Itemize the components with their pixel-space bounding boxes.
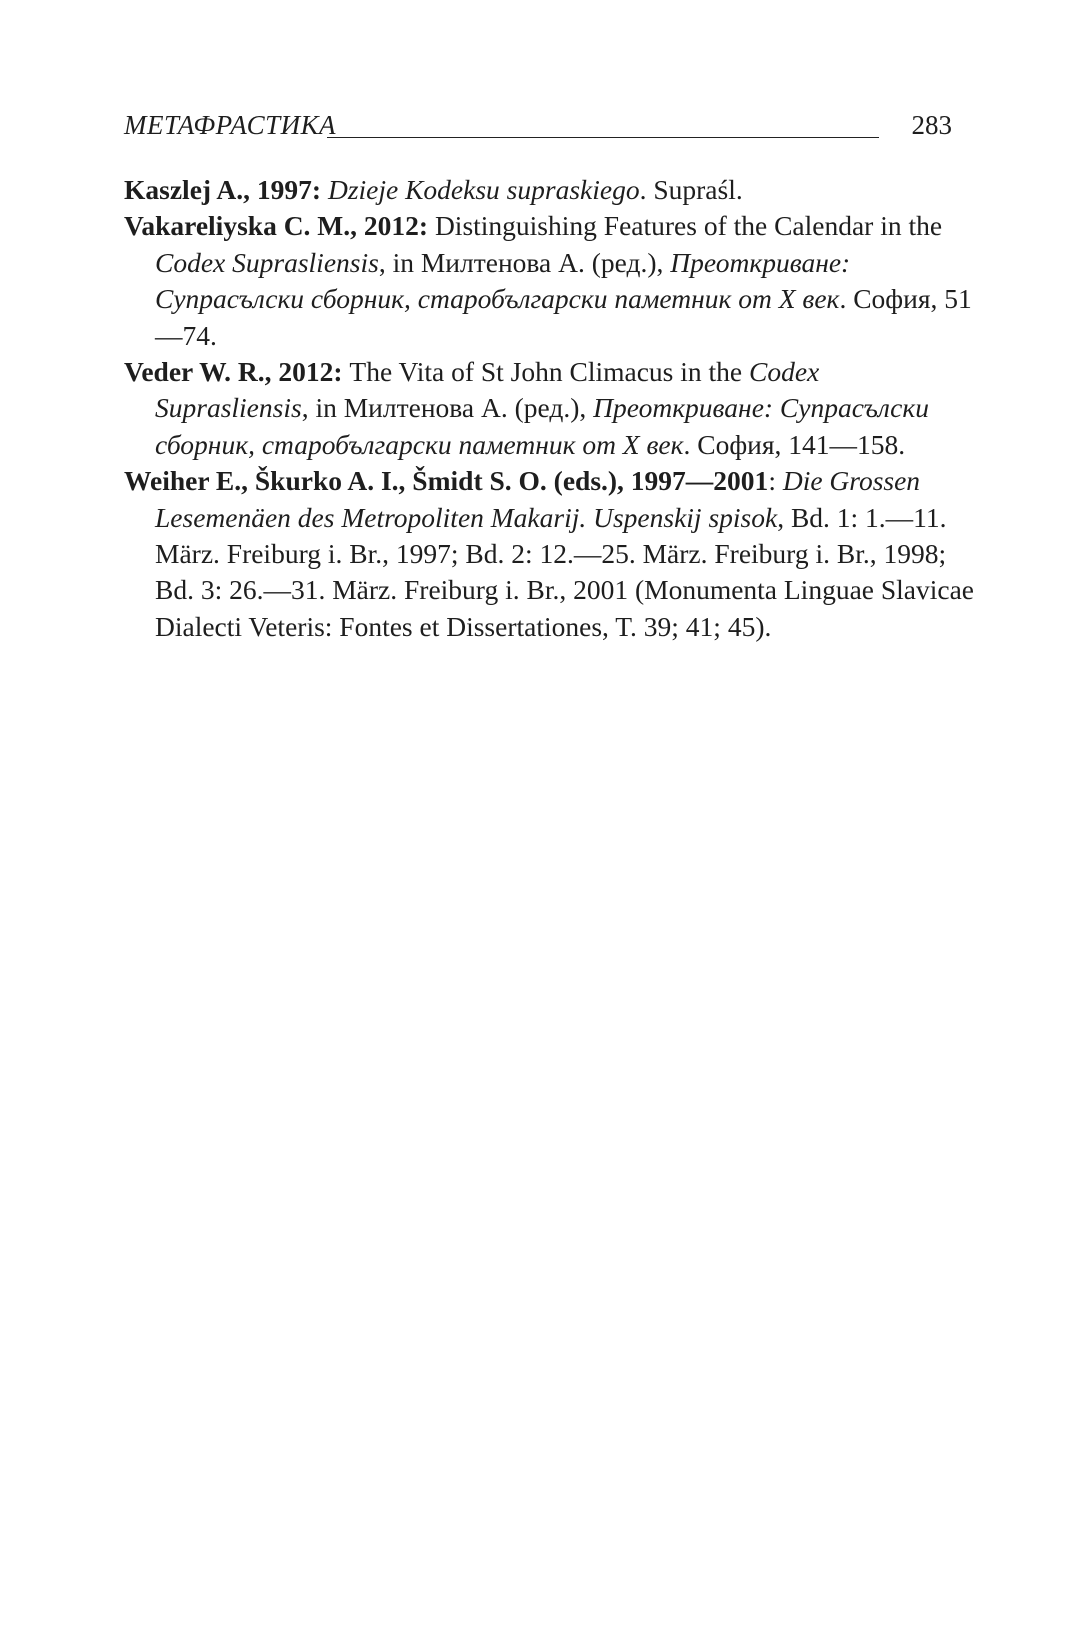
- bib-rest: , Bd. 1: 1.—11. März. Freiburg i. Br., 1997; Bd. 2: 12.—25. März. Freiburg i. Br., 1998; Bd. 3: 26.—31. März. Freiburg i. Br., 2001 (Monumenta Linguae Slavicae Dialecti Veteris: Fontes et Dissertationes, T. 39; 41; 45).: [155, 501, 975, 642]
- bib-author: Weiher E., Škurko A. I., Šmidt S. O. (eds.), 1997—2001: [124, 465, 769, 497]
- bib-rest: . Supraśl.: [639, 174, 743, 205]
- running-title: МЕТАФРАСТИКА: [124, 110, 337, 140]
- running-header: [124, 110, 952, 150]
- bib-title: Die Grossen Lesemenäen des Metropoliten Makarij. Uspenskij spisok: [155, 465, 921, 533]
- bib-book-title: Преоткриване: Супрасълски сборник, старобългарски паметник от X век: [155, 392, 929, 460]
- page-number: 283: [911, 110, 952, 140]
- bib-year: , 2012:: [350, 210, 435, 242]
- bib-text: The Vita of St John Climacus in the: [349, 356, 749, 388]
- bibliography-list: [124, 172, 976, 645]
- bib-text: , in Милтенова А. (ред.),: [378, 246, 671, 278]
- bib-year: :: [768, 465, 783, 497]
- bib-author: Vakareliyska C. M.: [124, 210, 351, 242]
- bib-entry-weiher: [124, 463, 976, 645]
- bib-entry-vakareliyska: [124, 208, 976, 354]
- bib-rest: . София, 141—158.: [683, 428, 906, 460]
- bib-book-title: Преоткриване: Супрасълски сборник, старобългарски паметник от X век: [155, 246, 851, 315]
- bib-year: , 2012:: [264, 356, 350, 388]
- bib-author: Kaszlej A.: [124, 174, 244, 205]
- bib-entry-veder: [124, 354, 976, 463]
- bib-codex: Codex Suprasliensis: [155, 246, 379, 278]
- bib-codex: Codex Suprasliensis: [155, 356, 820, 424]
- bib-author: Veder W. R.: [124, 356, 265, 388]
- bib-entry-kaszlej: [124, 172, 976, 208]
- bib-text: Distinguishing Features of the Calendar in the: [434, 210, 943, 242]
- bib-title: Dzieje Kodeksu supraskiego: [327, 174, 640, 205]
- header-rule: [327, 137, 879, 138]
- bib-year: , 1997:: [243, 174, 328, 205]
- bib-text: , in Милтенова А. (ред.),: [301, 392, 594, 424]
- bib-rest: . София, 51—74.: [155, 283, 972, 351]
